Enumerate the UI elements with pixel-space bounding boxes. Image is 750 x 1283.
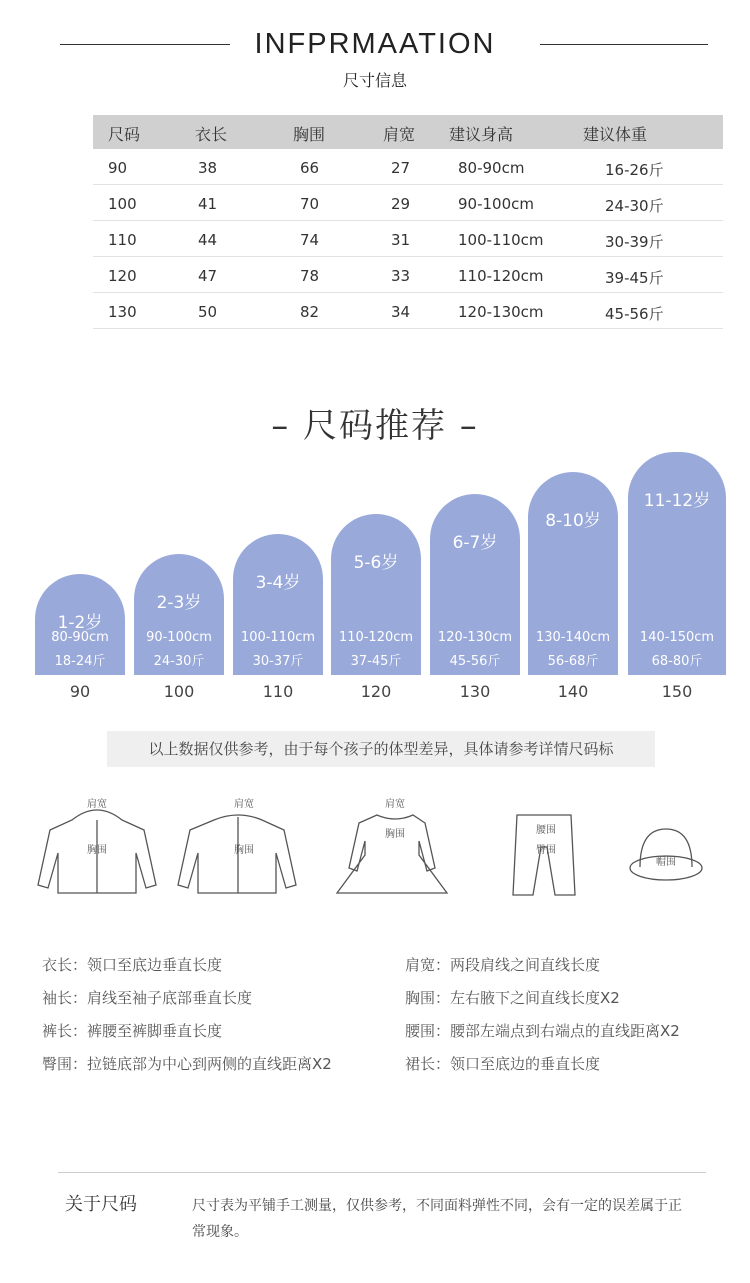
arch-age: 8-10岁 — [545, 511, 601, 531]
table-cell: 120 — [108, 267, 137, 285]
table-cell: 120-130cm — [458, 303, 544, 321]
table-cell: 90-100cm — [458, 195, 534, 213]
hat-label: 帽围 — [656, 857, 676, 868]
table-row — [93, 185, 723, 221]
table-cell: 100 — [108, 195, 137, 213]
col-header: 建议身高 — [449, 125, 514, 144]
table-header — [93, 115, 723, 149]
definition-term: 裤长： — [42, 1022, 88, 1040]
table-cell: 27 — [391, 159, 411, 177]
table-cell: 74 — [300, 231, 320, 249]
table-cell: 39-45斤 — [605, 269, 664, 287]
hat-icon — [630, 829, 702, 880]
definition-term: 衣长： — [42, 956, 88, 974]
definition-term: 袖长： — [42, 989, 88, 1007]
arch-height: 140-150cm — [639, 630, 715, 645]
arch-weight: 37-45斤 — [350, 654, 402, 669]
table-cell: 78 — [300, 267, 320, 285]
size-label: 120 — [360, 682, 392, 701]
garment-diagrams — [0, 795, 750, 900]
recommend-title: – 尺码推荐 – — [271, 406, 479, 446]
size-label: 90 — [69, 682, 91, 701]
arch-age: 6-7岁 — [452, 533, 498, 553]
definition-text: 两段肩线之间直线长度 — [450, 956, 601, 974]
arch-age: 2-3岁 — [156, 593, 202, 613]
table-cell: 30-39斤 — [605, 233, 664, 251]
size-recommend-arch — [628, 452, 726, 675]
footer-text: 尺寸表为平铺手工测量，仅供参考，不同面料弹性不同，会有一定的误差属于正常现象。 — [192, 1198, 682, 1240]
size-table — [93, 115, 723, 329]
size-recommend-arch — [134, 554, 224, 675]
arch-weight: 56-68斤 — [547, 654, 599, 669]
size-label: 130 — [459, 682, 491, 701]
table-cell: 34 — [391, 303, 411, 321]
definition-item — [42, 954, 222, 975]
table-cell: 110 — [108, 231, 137, 249]
table-cell: 33 — [391, 267, 411, 285]
table-row — [93, 257, 723, 293]
definition-term: 腰围： — [405, 1022, 451, 1040]
arch-weight: 18-24斤 — [54, 654, 106, 669]
shoulder-label: 肩宽 — [385, 799, 405, 810]
table-row — [93, 149, 723, 185]
arch-height: 90-100cm — [146, 630, 212, 645]
arch-age: 1-2岁 — [57, 613, 103, 633]
size-recommend-arch — [528, 472, 618, 675]
chest-label: 胸围 — [385, 829, 405, 840]
definition-item — [42, 1053, 332, 1074]
table-cell: 45-56斤 — [605, 305, 664, 323]
page-subtitle: 尺寸信息 — [342, 71, 407, 90]
arch-age: 5-6岁 — [353, 553, 399, 573]
definition-term: 胸围： — [405, 989, 451, 1007]
arch-age: 11-12岁 — [643, 491, 711, 511]
footer-title: 关于尺码 — [65, 1194, 137, 1215]
definition-item — [42, 987, 252, 1008]
definition-term: 裙长： — [405, 1055, 451, 1073]
definition-text: 拉链底部为中心到两侧的直线距离X2 — [87, 1055, 332, 1073]
table-cell: 50 — [198, 303, 218, 321]
table-cell: 66 — [300, 159, 320, 177]
size-recommend-arch — [430, 494, 520, 675]
table-cell: 100-110cm — [458, 231, 544, 249]
definition-text: 领口至底边垂直长度 — [87, 956, 223, 974]
table-cell: 130 — [108, 303, 137, 321]
size-recommend-chart — [0, 440, 750, 675]
chest-label: 胸围 — [87, 845, 107, 856]
arch-weight: 30-37斤 — [252, 654, 304, 669]
dress-icon — [337, 815, 447, 893]
table-cell: 38 — [198, 159, 218, 177]
size-label: 100 — [163, 682, 195, 701]
arch-height: 100-110cm — [240, 630, 316, 645]
arch-height: 110-120cm — [338, 630, 414, 645]
table-cell: 44 — [198, 231, 218, 249]
arch-height: 120-130cm — [437, 630, 513, 645]
hip-label: 臀围 — [536, 845, 556, 856]
definition-term: 肩宽： — [405, 956, 451, 974]
col-header: 建议体重 — [583, 125, 648, 144]
table-cell: 24-30斤 — [605, 197, 664, 215]
definition-item — [405, 954, 600, 975]
size-recommend-arch — [35, 574, 125, 675]
definition-item — [405, 1020, 680, 1041]
page-title: INFPRMAATION — [254, 28, 496, 60]
arch-weight: 68-80斤 — [651, 654, 703, 669]
col-header: 衣长 — [195, 125, 228, 144]
chest-label: 胸围 — [234, 845, 254, 856]
definition-item — [405, 987, 620, 1008]
table-cell: 80-90cm — [458, 159, 525, 177]
col-header: 尺码 — [108, 125, 141, 144]
definition-term: 臀围： — [42, 1055, 88, 1073]
table-cell: 110-120cm — [458, 267, 544, 285]
shoulder-label: 肩宽 — [234, 799, 254, 810]
table-cell: 82 — [300, 303, 320, 321]
size-label: 110 — [262, 682, 294, 701]
disclaimer-note: 以上数据仅供参考，由于每个孩子的体型差异，具体请参考详情尺码标 — [107, 731, 655, 767]
definition-item — [42, 1020, 222, 1041]
arch-height: 130-140cm — [535, 630, 611, 645]
col-header: 胸围 — [293, 125, 326, 144]
shoulder-label: 肩宽 — [87, 799, 107, 810]
arch-weight: 24-30斤 — [153, 654, 205, 669]
definition-text: 裤腰至裤脚垂直长度 — [87, 1022, 223, 1040]
table-cell: 90 — [108, 159, 128, 177]
size-recommend-arch — [331, 514, 421, 675]
size-label: 140 — [557, 682, 589, 701]
col-header: 肩宽 — [383, 125, 416, 144]
definition-text: 领口至底边的垂直长度 — [450, 1055, 601, 1073]
footer-divider — [58, 1172, 706, 1173]
arch-weight: 45-56斤 — [449, 654, 501, 669]
definition-text: 腰部左端点到右端点的直线距离X2 — [450, 1022, 680, 1040]
arch-age: 3-4岁 — [255, 573, 301, 593]
table-cell: 29 — [391, 195, 411, 213]
definition-text: 肩线至袖子底部垂直长度 — [87, 989, 253, 1007]
definition-item — [405, 1053, 600, 1074]
table-cell: 41 — [198, 195, 218, 213]
size-recommend-arch — [233, 534, 323, 675]
table-row — [93, 293, 723, 329]
arch-height: 80-90cm — [51, 630, 109, 645]
waist-label: 腰围 — [536, 825, 556, 836]
table-cell: 47 — [198, 267, 218, 285]
table-cell: 70 — [300, 195, 320, 213]
table-cell: 16-26斤 — [605, 161, 664, 179]
table-cell: 31 — [391, 231, 411, 249]
definition-text: 左右腋下之间直线长度X2 — [450, 989, 620, 1007]
size-label: 150 — [661, 682, 693, 701]
table-row — [93, 221, 723, 257]
